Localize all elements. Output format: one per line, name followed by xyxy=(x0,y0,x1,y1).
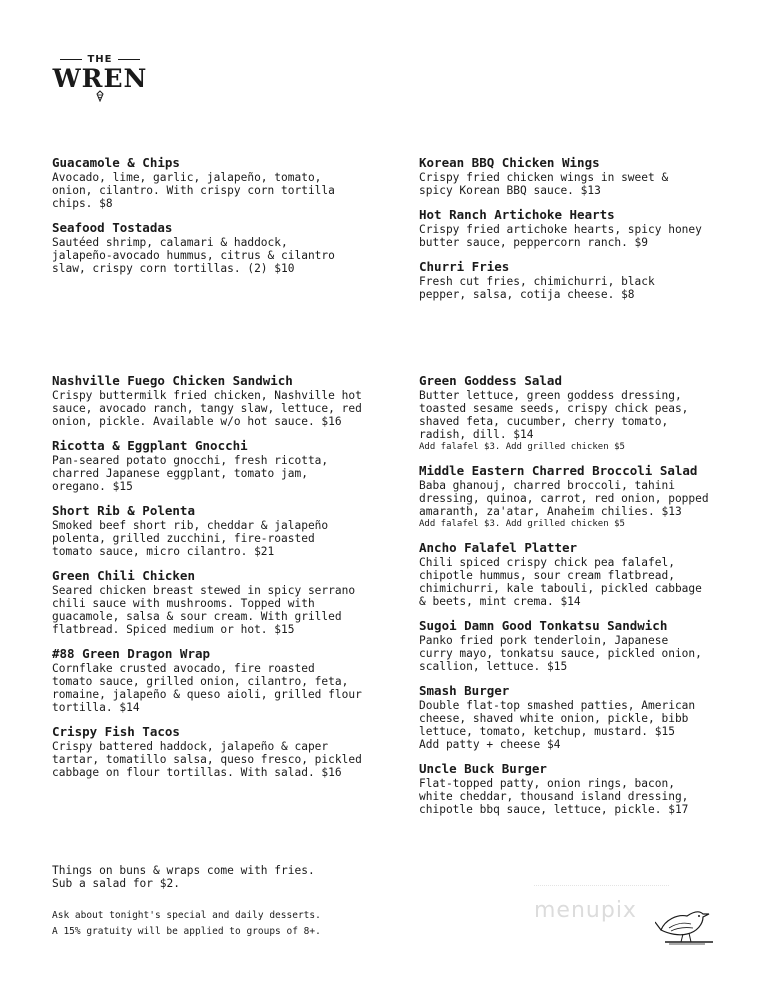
menu-item xyxy=(419,684,764,751)
specials-note: Ask about tonight's special and daily desserts. A 15% gratuity will be applied to groups of 8+. xyxy=(52,910,321,937)
item-desc: Smoked beef short rib, cheddar & jalapeño polenta, grilled zucchini, fire-roasted tomato sauce, micro cilantro. $21 xyxy=(52,519,329,558)
item-desc: Baba ghanouj, charred broccoli, tahini dressing, quinoa, carrot, red onion, popped amaranth, za'atar, Anaheim chilies. $13 xyxy=(419,479,709,518)
item-desc: Crispy buttermilk fried chicken, Nashville hot sauce, avocado ranch, tangy slaw, lettuce, red onion, pickle. Available w/o hot sauce. $16 xyxy=(52,389,362,428)
item-name: Smash Burger xyxy=(419,683,510,698)
item-desc: Fresh cut fries, chimichurri, black pepper, salsa, cotija cheese. $8 xyxy=(419,275,655,301)
item-name: Green Goddess Salad xyxy=(419,373,562,388)
item-desc: Chili spiced crispy chick pea falafel, chipotle hummus, sour cream flatbread, chimichurri, kale tabouli, pickled cabbage & beets, mint crema. $14 xyxy=(419,556,702,608)
menu-item xyxy=(419,464,764,530)
item-name: Sugoi Damn Good Tonkatsu Sandwich xyxy=(419,618,668,633)
item-name: Ricotta & Eggplant Gnocchi xyxy=(52,438,248,453)
item-desc: Avocado, lime, garlic, jalapeño, tomato, onion, cilantro. With crispy corn tortilla chips. $8 xyxy=(52,171,335,210)
item-name: Crispy Fish Tacos xyxy=(52,724,180,739)
logo-the: THE xyxy=(50,54,150,65)
item-name: Hot Ranch Artichoke Hearts xyxy=(419,207,615,222)
item-name: #88 Green Dragon Wrap xyxy=(52,646,211,661)
menupix-watermark: menupix xyxy=(534,898,637,923)
menu-item xyxy=(52,569,397,636)
item-addon: Add falafel $3. Add grilled chicken $5 xyxy=(419,519,625,529)
wren-bird-icon xyxy=(655,900,715,948)
menu-item xyxy=(52,504,397,558)
item-desc: Crispy fried chicken wings in sweet & spicy Korean BBQ sauce. $13 xyxy=(419,171,669,197)
item-name: Guacamole & Chips xyxy=(52,155,180,170)
menu-item xyxy=(419,619,764,673)
menu-item xyxy=(419,762,764,816)
item-name: Korean BBQ Chicken Wings xyxy=(419,155,600,170)
buns-note: Things on buns & wraps come with fries. Sub a salad for $2. xyxy=(52,864,315,890)
item-desc: Butter lettuce, green goddess dressing, toasted sesame seeds, crispy chick peas, shaved feta, cucumber, cherry tomato, radish, dill. $14 xyxy=(419,389,689,441)
item-desc: Cornflake crusted avocado, fire roasted tomato sauce, grilled onion, cilantro, feta, romaine, jalapeño & queso aioli, grilled flour tortilla. $14 xyxy=(52,662,362,714)
item-desc: Crispy fried artichoke hearts, spicy honey butter sauce, peppercorn ranch. $9 xyxy=(419,223,702,249)
starters-left-column xyxy=(52,156,397,286)
menu-item xyxy=(52,156,397,210)
starters-right-column xyxy=(419,156,764,312)
menu-item xyxy=(52,374,397,428)
item-name: Uncle Buck Burger xyxy=(419,761,547,776)
menu-item xyxy=(419,541,764,608)
wren-logo xyxy=(50,50,150,105)
item-addon: Add falafel $3. Add grilled chicken $5 xyxy=(419,442,625,452)
item-desc: Sautéed shrimp, calamari & haddock, jalapeño-avocado hummus, citrus & cilantro slaw, crispy corn tortillas. (2) $10 xyxy=(52,236,335,275)
menu-item xyxy=(52,725,397,779)
mains-left-column xyxy=(52,374,397,790)
menu-item xyxy=(52,439,397,493)
menu-item xyxy=(419,260,764,301)
item-desc: Crispy battered haddock, jalapeño & caper tartar, tomatillo salsa, queso fresco, pickled cabbage on flour tortillas. With salad. $16 xyxy=(52,740,362,779)
item-desc: Panko fried pork tenderloin, Japanese curry mayo, tonkatsu sauce, pickled onion, scallion, lettuce. $15 xyxy=(419,634,702,673)
item-name: Ancho Falafel Platter xyxy=(419,540,578,555)
item-name: Churri Fries xyxy=(419,259,510,274)
item-desc: Double flat-top smashed patties, American cheese, shaved white onion, pickle, bibb lettuce, tomato, ketchup, mustard. $15 Add patty + cheese $4 xyxy=(419,699,696,751)
item-desc: Seared chicken breast stewed in spicy serrano chili sauce with mushrooms. Topped with guacamole, salsa & sour cream. With grilled flatbread. Spiced medium or hot. $15 xyxy=(52,584,356,636)
item-name: Seafood Tostadas xyxy=(52,220,173,235)
menu-item xyxy=(52,221,397,275)
logo-wren: WREN xyxy=(52,64,148,93)
item-name: Short Rib & Polenta xyxy=(52,503,195,518)
mains-right-column xyxy=(419,374,764,827)
menu-item xyxy=(419,208,764,249)
item-desc: Pan-seared potato gnocchi, fresh ricotta, charred Japanese eggplant, tomato jam, oregano. $15 xyxy=(52,454,329,493)
item-name: Nashville Fuego Chicken Sandwich xyxy=(52,373,293,388)
item-name: Green Chili Chicken xyxy=(52,568,195,583)
item-name: Middle Eastern Charred Broccoli Salad xyxy=(419,463,698,478)
menu-item xyxy=(419,374,764,453)
menu-item xyxy=(52,647,397,714)
watermark-divider xyxy=(534,885,669,890)
menu-item xyxy=(419,156,764,197)
hop-icon xyxy=(94,90,106,102)
item-desc: Flat-topped patty, onion rings, bacon, white cheddar, thousand island dressing, chipotle bbq sauce, lettuce, pickle. $17 xyxy=(419,777,689,816)
